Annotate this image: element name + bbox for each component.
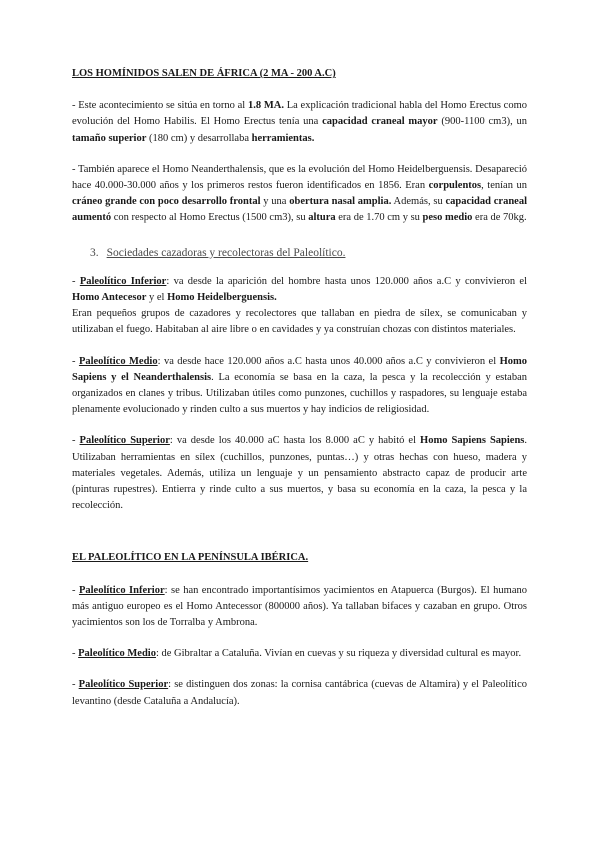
bold-text: altura [308, 212, 336, 224]
text: y una [260, 196, 290, 208]
paragraph-paleolitico-medio [72, 354, 527, 419]
text: con respecto al Homo Erectus (1500 cm3), su [111, 212, 309, 224]
paragraph-homo-erectus [72, 98, 527, 147]
period-label: Paleolítico Medio [78, 355, 158, 367]
dash: - [72, 275, 80, 287]
text: Además, su [391, 196, 446, 208]
text: : se distinguen dos zonas: la cornisa cantábrica (cuevas de Altamira) y el Paleolítico levantino (desde Cataluña a Andalucía). [72, 679, 527, 707]
heading-hominids: LOS HOMÍNIDOS SALEN DE ÁFRICA (2 MA - 200 A.C) [72, 68, 336, 79]
period-label: Paleolítico Superior [79, 435, 170, 447]
bold-text: herramientas. [251, 132, 315, 144]
paragraph-neanderthalensis [72, 162, 527, 227]
text: - También aparece el Homo Neanderthalensis, que es la evolución del Homo Heidelberguensis. Desapareció hace 40.000-30.000 años y los primeros restos fueron identificados en 1856. Eran [72, 163, 527, 192]
period-label: Paleolítico Medio [78, 648, 156, 660]
heading-peninsula-iberica: EL PALEOLÍTICO EN LA PENÍNSULA IBÉRICA. [72, 552, 309, 564]
paragraph-paleolitico-inferior [72, 274, 527, 339]
period-label: Paleolítico Inferior [78, 584, 165, 596]
dash: - [72, 679, 79, 691]
section-title: Sociedades cazadoras y recolectoras del Paleolítico. [106, 246, 346, 259]
bold-text: cráneo grande con poco desarrollo frontal [72, 196, 261, 208]
paragraph-iberia-superior [72, 677, 527, 709]
text: : de Gibraltar a Cataluña. Vivían en cuevas y su riqueza y diversidad cultural es mayor. [155, 648, 522, 660]
text: era de 70kg. [472, 212, 527, 224]
bold-text: peso medio [422, 212, 473, 224]
document-page [72, 66, 527, 725]
bold-text: Homo Sapiens Sapiens [420, 435, 525, 447]
bold-text: Homo Heidelberguensis. [167, 292, 277, 304]
text: - Este acontecimiento se sitúa en torno al [72, 100, 248, 112]
text: . La economía se basa en la caza, la pesca y la recolección y estaban organizados en clanes y tribus. Utilizaban útiles como punzones, cuchillos y raspadores, su lenguaje estaba plenamente evolucionado y rinden culto a sus muertos y hay indicios de religiosidad. [72, 371, 527, 416]
paragraph-iberia-medio [72, 646, 527, 662]
text: : va desde hace 120.000 años a.C hasta unos 40.000 años a.C y convivieron el [157, 355, 500, 367]
text: : se han encontrado importantísimos yacimientos en Atapuerca (Burgos). El humano más antiguo europeo es el Homo Antecessor (800000 años). Ya tallaban bifaces y cazaban en grupo. Otros yacimientos son los de Torralba y Ambrona. [72, 584, 527, 629]
bold-text: obertura nasal amplia. [289, 196, 392, 208]
bold-text: Homo Antecesor [72, 292, 147, 304]
text: (180 cm) y desarrollaba [146, 132, 252, 144]
period-label: Paleolítico Superior [78, 679, 169, 691]
paragraph-iberia-inferior [72, 583, 527, 632]
text: . Utilizaban herramientas en sílex (cuchillos, punzones, puntas…) y otras hechas con hueso, madera y materiales vegetales. Además, utiliza un lenguaje y un pensamiento abstracto capaz de producir arte (pinturas rupestres). Entierra y rinde culto a sus muertos, y basa su economía en la caza, la pesca y la recolección. [72, 435, 527, 512]
bold-text: capacidad craneal aumentó [72, 196, 527, 224]
dash: - [72, 648, 79, 660]
section-heading-3 [90, 245, 527, 261]
text: y el [146, 292, 168, 304]
bold-text: Homo Sapiens y el Neanderthalensis [72, 355, 527, 383]
text: era de 1.70 cm y su [335, 212, 423, 224]
dash: - [72, 435, 80, 447]
text: Eran pequeños grupos de cazadores y recolectores que tallaban en piedra de sílex, se comunicaban y utilizaban el fuego. Habitaban al aire libre o en cavidades y ya construían chozas con distintos materiales. [72, 308, 527, 336]
dash: - [72, 355, 79, 367]
text: : va desde los 40.000 aC hasta los 8.000 aC y habitó el [169, 435, 421, 447]
period-label: Paleolítico Inferior [79, 275, 167, 287]
bold-text: capacidad craneal mayor [322, 116, 438, 128]
text: : va desde la aparición del hombre hasta unos 120.000 años a.C y convivieron el [166, 275, 527, 287]
bold-text: tamaño superior [72, 132, 147, 144]
text: (900-1100 cm3), un [437, 116, 527, 128]
section-number: 3. [90, 246, 99, 259]
bold-text: corpulentos [428, 180, 482, 192]
dash: - [72, 584, 79, 596]
bold-text: 1.8 MA. [247, 100, 284, 112]
paragraph-paleolitico-superior [72, 433, 527, 514]
text: La explicación tradicional habla del Homo Erectus como evolución del Homo Habilis. El Homo Erectus tenía una [72, 100, 527, 128]
text: , tenían un [481, 180, 528, 192]
